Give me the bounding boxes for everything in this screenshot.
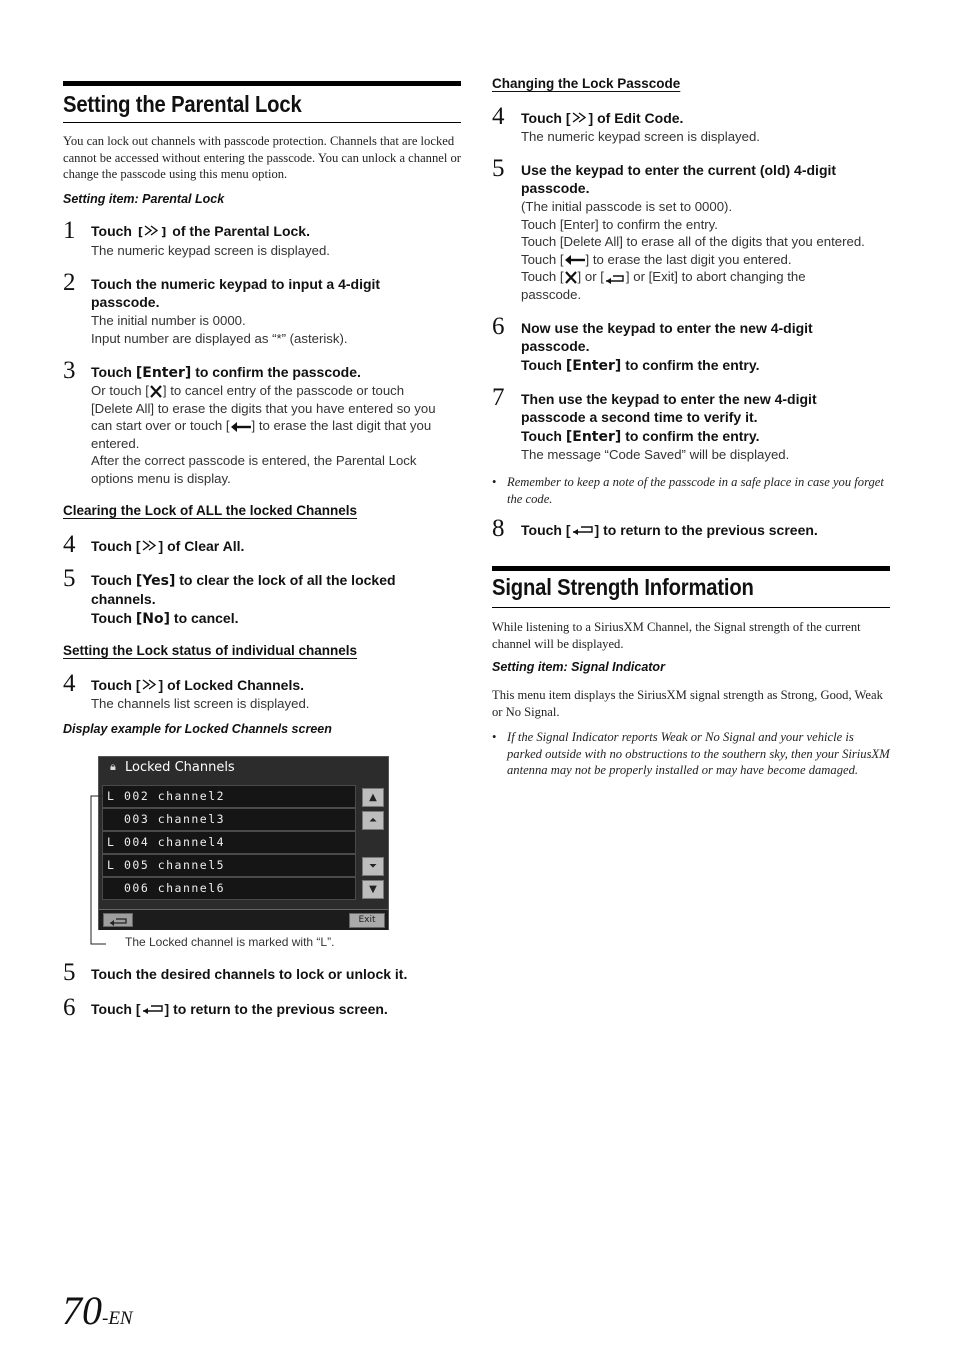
triangle-down-icon: ▼ bbox=[369, 884, 377, 895]
signal-setting-item: Setting item: Signal Indicator bbox=[492, 660, 665, 674]
step-2-desc2: Input number are displayed as “*” (asterisk). bbox=[91, 331, 348, 346]
double-chevron-icon bbox=[143, 225, 161, 236]
return-button[interactable]: [ ] bbox=[565, 522, 600, 538]
step-2-desc1: The initial number is 0000. bbox=[91, 313, 246, 328]
step-3-desc: Or touch [ ] to cancel entry of the passcode or touch [Delete All] to erase the digits that you have entered so you can start over or touch [ ] to erase the last digit that you entered. After the correct passcode is entered, the Parental Lock options menu is display. bbox=[91, 383, 436, 486]
step-number: 5 bbox=[492, 155, 505, 182]
note-passcode: • Remember to keep a note of the passcode in a safe place in case you forget the code. bbox=[492, 475, 884, 506]
scroll-up-button[interactable] bbox=[362, 788, 384, 807]
step-number: 4 bbox=[63, 531, 76, 558]
step-number: 2 bbox=[63, 269, 76, 296]
change-step-7-desc: The message “Code Saved” will be displayed. bbox=[521, 447, 790, 462]
step-number: 7 bbox=[492, 384, 505, 411]
close-icon bbox=[149, 385, 163, 398]
enter-button[interactable]: [Enter] bbox=[565, 357, 622, 374]
forward-button[interactable]: [ ] bbox=[565, 110, 594, 126]
list-item[interactable]: 003 channel3 bbox=[102, 808, 356, 831]
step-2-line1: Touch the numeric keypad to input a 4-digit bbox=[91, 276, 381, 292]
double-triangle-up-icon: ⏶ bbox=[369, 815, 377, 826]
intro-paragraph: You can lock out channels with passcode protection. Channels that are locked cannot be accessed without entering the passcode. You can unlock a channel or change the passcode using this menu option. bbox=[63, 134, 461, 181]
step-number: 1 bbox=[63, 217, 76, 244]
close-icon bbox=[564, 271, 578, 284]
status-step-5: Touch the desired channels to lock or unlock it. bbox=[91, 966, 408, 982]
clear-step-5: Touch [Yes] to clear the lock of all the locked channels. Touch [No] to cancel. bbox=[91, 572, 396, 627]
step-1-text: Touch [ ] of the Parental Lock. bbox=[91, 223, 310, 240]
double-triangle-down-icon: ⏷ bbox=[369, 861, 377, 872]
change-step-5-desc: (The initial passcode is set to 0000). Touch [Enter] to confirm the entry. Touch [Delete All] to erase all of the digits that you entered. Touch [ ] to erase the last digit you entered. Touch [ ] or [ ] or [Exit] to abort changing the passcode. bbox=[521, 199, 865, 302]
callout-line bbox=[88, 792, 108, 946]
backspace-arrow-icon bbox=[564, 254, 586, 266]
step-number: 4 bbox=[492, 103, 505, 130]
section-title-text: Setting the Parental Lock bbox=[63, 91, 302, 117]
enter-button[interactable]: [Enter] bbox=[135, 365, 192, 381]
display-example-label: Display example for Locked Channels screen bbox=[63, 722, 332, 736]
change-step-4: Touch [ ] of Edit Code. bbox=[521, 110, 684, 126]
double-chevron-icon bbox=[571, 112, 589, 123]
forward-button[interactable]: [ ] bbox=[135, 677, 164, 693]
list-item[interactable]: 006 channel6 bbox=[102, 877, 356, 900]
step-number: 6 bbox=[492, 313, 505, 340]
step-number: 8 bbox=[492, 515, 505, 542]
list-item[interactable]: L 004 channel4 bbox=[102, 831, 356, 854]
status-step-4-desc: The channels list screen is displayed. bbox=[91, 696, 310, 711]
scroll-down-button[interactable] bbox=[362, 880, 384, 899]
step-1-desc: The numeric keypad screen is displayed. bbox=[91, 243, 330, 258]
lock-icon: 🔒︎ bbox=[110, 761, 116, 773]
status-step-4: Touch [ ] of Locked Channels. bbox=[91, 677, 305, 693]
return-button[interactable]: [ ] bbox=[135, 1001, 170, 1017]
change-step-5-line1: Use the keypad to enter the current (old) 4-digit bbox=[521, 162, 837, 178]
screen-bottom-bar bbox=[99, 909, 388, 930]
step-number: 5 bbox=[63, 565, 76, 592]
signal-body: This menu item displays the SiriusXM signal strength as Strong, Good, Weak or No Signal. bbox=[492, 688, 883, 719]
step-number: 4 bbox=[63, 670, 76, 697]
enter-button[interactable]: [Enter] bbox=[565, 428, 622, 445]
change-step-7: Then use the keypad to enter the new 4-digit passcode a second time to verify it. Touch [Enter] to confirm the entry. bbox=[521, 391, 817, 445]
forward-button[interactable]: [ ] bbox=[135, 538, 164, 554]
clear-all-heading: Clearing the Lock of ALL the locked Channels bbox=[63, 503, 358, 518]
note-signal: • If the Signal Indicator reports Weak or No Signal and your vehicle is parked outside with no obstructions to the southern sky, then your SiriusXM antenna may not be properly installed or may have become damaged. bbox=[492, 730, 890, 777]
locked-caption: The Locked channel is marked with “L”. bbox=[125, 935, 335, 949]
step-number: 5 bbox=[63, 959, 76, 986]
status-step-6: Touch [ ] to return to the previous screen. bbox=[91, 1001, 388, 1017]
forward-button[interactable]: [ ] bbox=[137, 225, 167, 240]
screen-title: Locked Channels bbox=[125, 760, 235, 775]
list-item[interactable]: L 002 channel2 bbox=[102, 785, 356, 808]
double-chevron-icon bbox=[141, 679, 159, 690]
page-up-button[interactable] bbox=[362, 811, 384, 830]
list-item[interactable]: L 005 channel5 bbox=[102, 854, 356, 877]
section-title-signal bbox=[492, 566, 890, 608]
triangle-up-icon: ▲ bbox=[369, 792, 377, 803]
change-step-4-desc: The numeric keypad screen is displayed. bbox=[521, 129, 760, 144]
backspace-arrow-icon bbox=[230, 421, 252, 433]
return-arrow-icon bbox=[571, 523, 595, 535]
change-step-8: Touch [ ] to return to the previous screen. bbox=[521, 522, 818, 538]
section-title-parental-lock bbox=[63, 81, 461, 123]
page-number: 70-EN bbox=[62, 1288, 133, 1333]
return-arrow-icon bbox=[141, 1002, 165, 1014]
no-button[interactable]: [No] bbox=[135, 610, 171, 627]
locked-channels-screen bbox=[98, 756, 389, 930]
setting-item-label: Setting item: Parental Lock bbox=[63, 192, 225, 206]
change-passcode-heading: Changing the Lock Passcode bbox=[492, 76, 681, 91]
change-step-6: Now use the keypad to enter the new 4-digit passcode. Touch [Enter] to confirm the entry. bbox=[521, 320, 813, 374]
change-step-5-line2: passcode. bbox=[521, 180, 590, 196]
double-chevron-icon bbox=[141, 540, 159, 551]
clear-step-4: Touch [ ] of Clear All. bbox=[91, 538, 245, 554]
step-2-line2: passcode. bbox=[91, 294, 160, 310]
return-arrow-icon bbox=[104, 915, 132, 927]
step-3-text: Touch [Enter] to confirm the passcode. bbox=[91, 364, 361, 381]
return-arrow-icon bbox=[604, 272, 626, 284]
signal-intro: While listening to a SiriusXM Channel, the Signal strength of the current channel will be displayed. bbox=[492, 620, 861, 651]
yes-button[interactable]: [Yes] bbox=[135, 573, 176, 589]
exit-button[interactable]: Exit bbox=[349, 913, 385, 928]
page-down-button[interactable] bbox=[362, 857, 384, 876]
section-title-text: Signal Strength Information bbox=[492, 574, 754, 600]
step-number: 6 bbox=[63, 994, 76, 1021]
step-number: 3 bbox=[63, 357, 76, 384]
lock-status-heading: Setting the Lock status of individual channels bbox=[63, 643, 358, 658]
